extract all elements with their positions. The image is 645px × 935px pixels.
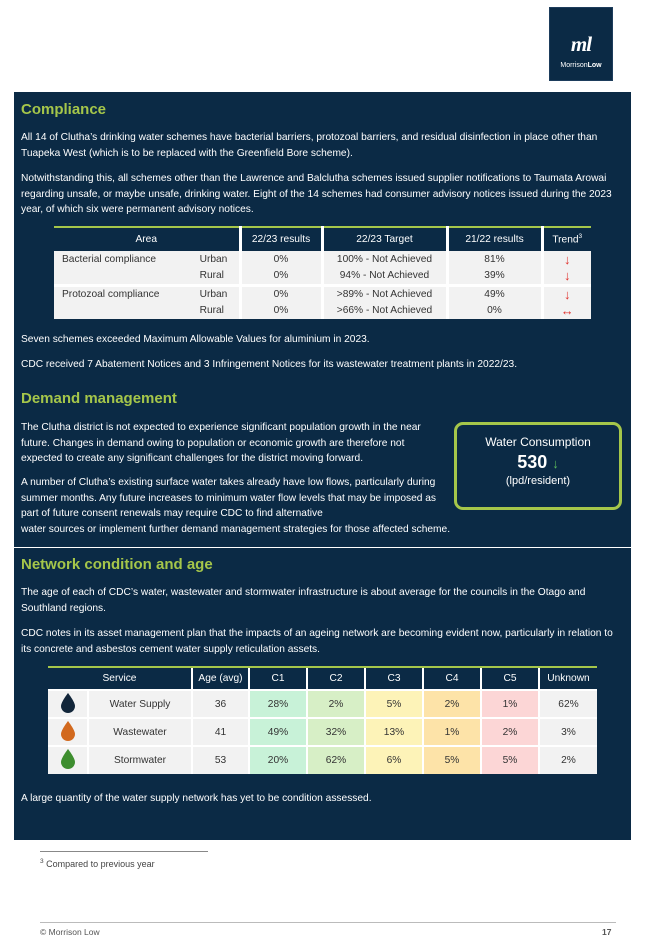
network-table <box>48 666 597 774</box>
demand-paragraph-2: A number of Clutha’s existing surface water takes already have low flows, particularly during summer months. Any future increases to minimum water flow levels that may be imposed as part of future consent renewals may require CDC to find alternative <box>21 477 437 519</box>
compliance-heading: Compliance <box>21 101 107 118</box>
col-c1: C1 <box>249 667 307 690</box>
footer-copyright: © Morrison Low <box>40 927 100 935</box>
water-consumption-unit: (lpd/resident) <box>505 475 571 487</box>
table-row: Rural 0% 94% - Not Achieved 39% ↓ <box>54 268 591 285</box>
col-c3: C3 <box>365 667 423 690</box>
water-drop-icon <box>48 746 88 774</box>
trend-down-icon: ↓ <box>542 251 591 268</box>
demand-paragraph-1: The Clutha district is not expected to experience significant population growth in the near future. Changes in demand owing to population or economic growth are therefore not expected to create any significant challenges for the district moving forward. <box>21 422 421 464</box>
col-unknown: Unknown <box>539 667 597 690</box>
col-area: Area <box>54 227 240 251</box>
water-consumption-box <box>454 422 622 510</box>
table-row: Protozoal compliance Urban 0% >89% - Not Achieved 49% ↓ <box>54 285 591 302</box>
network-paragraph-2: CDC notes in its asset management plan that the impacts of an ageing network are becoming evident now, particularly in relation to its concrete and asbestos cement water supply reticulation assets. <box>21 628 613 655</box>
compliance-table-header <box>54 227 591 251</box>
network-paragraph-3: A large quantity of the water supply network has yet to be condition assessed. <box>21 793 372 804</box>
trend-down-icon: ↓ <box>542 285 591 302</box>
col-trend: Trend$^3$ <box>542 227 591 251</box>
page-number: 17 <box>602 927 612 935</box>
footnote-divider <box>40 851 208 852</box>
table-row: Wastewater 41 49% 32% 13% 1% 2% 3% <box>48 718 597 746</box>
table-row: Water Supply 36 28% 2% 5% 2% 1% 62% <box>48 690 597 718</box>
water-drop-icon <box>48 690 88 718</box>
col-c4: C4 <box>423 667 481 690</box>
compliance-paragraph-1: All 14 of Clutha’s drinking water schemes have bacterial barriers, protozoal barriers, and residual disinfection in place other than Tuapeka West (which is to be replaced with the Greenfield Bore scheme). <box>21 132 598 159</box>
water-drop-icon <box>48 718 88 746</box>
trend-down-icon: ↓ <box>542 268 591 285</box>
network-heading: Network condition and age <box>21 556 213 573</box>
compliance-table <box>54 226 591 319</box>
trend-flat-icon: ↔ <box>542 302 591 319</box>
table-row: Stormwater 53 20% 62% 6% 5% 5% 2% <box>48 746 597 774</box>
col-2223-results: 22/23 results <box>240 227 322 251</box>
trend-down-icon: ↓ <box>552 456 559 471</box>
col-2122-results: 21/22 results <box>447 227 542 251</box>
demand-paragraph-2-end: water sources or implement further demand management strategies for those affected scheme. <box>21 524 451 535</box>
demand-heading: Demand management <box>21 390 177 407</box>
col-2223-target: 22/23 Target <box>322 227 447 251</box>
compliance-paragraph-2: Notwithstanding this, all schemes other than the Lawrence and Balclutha schemes issued supplier notifications to Taumata Arowai regarding unsafe, or maybe unsafe, drinking water. Eight of the 14 schemes had consumer advisory notices issued during the 2023 year, of which six were permanent advisory notices. <box>21 173 612 215</box>
table-row: Rural 0% >66% - Not Achieved 0% ↔ <box>54 302 591 319</box>
compliance-paragraph-3: Seven schemes exceeded Maximum Allowable Values for aluminium in 2023. <box>21 334 370 345</box>
col-c5: C5 <box>481 667 539 690</box>
table-row: Bacterial compliance Urban 0% 100% - Not Achieved 81% ↓ <box>54 251 591 268</box>
col-c2: C2 <box>307 667 365 690</box>
network-paragraph-1: The age of each of CDC’s water, wastewater and stormwater infrastructure is about average for the councils in the Otago and Southland regions. <box>21 587 586 614</box>
morrison-low-logo <box>549 7 613 81</box>
network-table-header <box>48 667 597 690</box>
col-service: Service <box>48 667 192 690</box>
footnote: $^3$ Compared to previous year <box>40 858 155 869</box>
water-consumption-value: 530 ↓ <box>517 452 559 472</box>
logo-mark: ml <box>570 32 592 56</box>
col-age: Age (avg) <box>192 667 249 690</box>
water-consumption-title: Water Consumption <box>485 435 591 449</box>
compliance-paragraph-4: CDC received 7 Abatement Notices and 3 Infringement Notices for its wastewater treatment plants in 2022/23. <box>21 359 518 370</box>
footer-divider <box>40 922 616 923</box>
logo-name: MorrisonLow <box>560 62 602 69</box>
